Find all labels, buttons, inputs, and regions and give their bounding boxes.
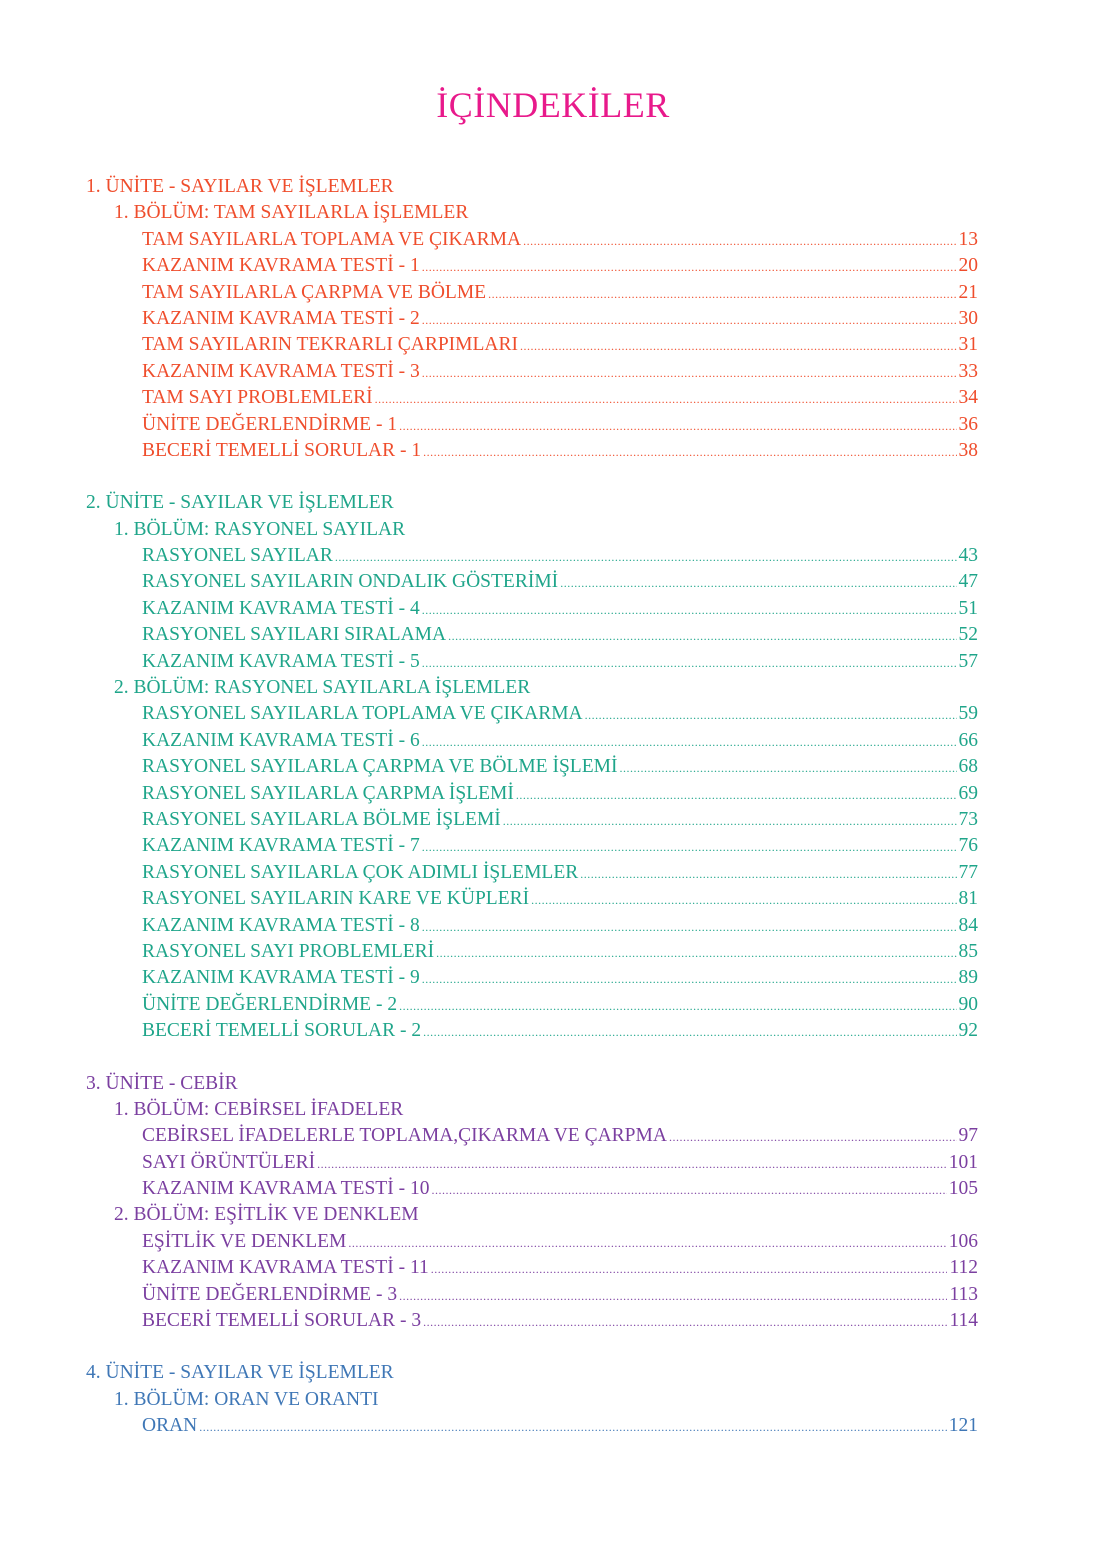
toc-entry-label: RASYONEL SAYILARLA ÇARPMA İŞLEMİ: [142, 782, 514, 804]
toc-entry[interactable]: [142, 1176, 978, 1202]
toc-entry-page-number: 57: [958, 650, 978, 672]
toc-entry-page-number: 20: [958, 255, 978, 277]
toc-entry-page-number: 34: [958, 387, 978, 409]
toc-entry[interactable]: [142, 965, 978, 991]
toc-entry-page-number: 73: [958, 808, 978, 830]
toc-entry-label: EŞİTLİK VE DENKLEM: [142, 1230, 347, 1252]
toc-entry-page-number: 21: [958, 281, 978, 303]
toc-entry-page-number: 112: [949, 1257, 978, 1279]
unit-heading: 3. ÜNİTE - CEBİR: [86, 1072, 238, 1094]
toc-entry-label: ÜNİTE DEĞERLENDİRME - 2: [142, 993, 398, 1015]
toc-entry-page-number: 77: [958, 861, 978, 883]
toc-entry[interactable]: [142, 1123, 978, 1149]
toc-entry-label: TAM SAYILARLA TOPLAMA VE ÇIKARMA: [142, 228, 522, 250]
toc-entry-page-number: 38: [958, 439, 978, 461]
toc-entry-page-number: 106: [948, 1230, 978, 1252]
toc-entry-label: KAZANIM KAVRAMA TESTİ - 11: [142, 1257, 429, 1279]
dot-leader: [422, 834, 957, 859]
dot-leader: [422, 650, 957, 675]
toc-entry-label: TAM SAYILARLA ÇARPMA VE BÖLME: [142, 281, 487, 303]
toc-entry-label: ORAN: [142, 1415, 198, 1437]
dot-leader: [348, 1230, 946, 1255]
section-heading: 1. BÖLÜM: TAM SAYILARLA İŞLEMLER: [114, 202, 469, 224]
toc-entry-label: BECERİ TEMELLİ SORULAR - 2: [142, 1020, 422, 1042]
toc-entry-label: ÜNİTE DEĞERLENDİRME - 3: [142, 1283, 398, 1305]
toc-entry-label: SAYI ÖRÜNTÜLERİ: [142, 1151, 316, 1173]
toc-entry[interactable]: [142, 649, 978, 675]
dot-leader: [422, 307, 957, 332]
dot-leader: [580, 861, 956, 886]
unit-block: [0, 490, 1106, 1044]
unit-heading: 2. ÜNİTE - SAYILAR VE İŞLEMLER: [86, 492, 394, 514]
toc-entry-label: RASYONEL SAYILARLA ÇARPMA VE BÖLME İŞLEMİ: [142, 756, 618, 778]
toc-entry[interactable]: [142, 569, 978, 595]
dot-leader: [520, 333, 956, 358]
toc-entry-label: RASYONEL SAYILARIN ONDALIK GÖSTERİMİ: [142, 571, 559, 593]
toc-entry[interactable]: [142, 1255, 978, 1281]
toc-entry[interactable]: [142, 438, 978, 464]
toc-entry-label: CEBİRSEL İFADELERLE TOPLAMA,ÇIKARMA VE ÇARPMA: [142, 1125, 667, 1147]
toc-entry-label: RASYONEL SAYILARIN KARE VE KÜPLERİ: [142, 888, 530, 910]
unit-block: [0, 174, 1106, 464]
toc-entry-page-number: 101: [948, 1151, 978, 1173]
toc-entry-page-number: 31: [958, 334, 978, 356]
dot-leader: [335, 544, 957, 569]
toc-entry[interactable]: [142, 781, 978, 807]
toc-entry[interactable]: [142, 1413, 978, 1439]
dot-leader: [199, 1414, 946, 1439]
dot-leader: [422, 729, 957, 754]
toc-entry-page-number: 90: [958, 993, 978, 1015]
toc-entry-label: KAZANIM KAVRAMA TESTİ - 6: [142, 729, 420, 751]
toc-entry[interactable]: [142, 913, 978, 939]
toc-entry-page-number: 84: [958, 914, 978, 936]
toc-entry[interactable]: [142, 280, 978, 306]
toc-entry-label: TAM SAYILARIN TEKRARLI ÇARPIMLARI: [142, 334, 519, 356]
toc-entry-page-number: 43: [958, 545, 978, 567]
toc-entry-label: RASYONEL SAYI PROBLEMLERİ: [142, 940, 435, 962]
toc-entry[interactable]: [142, 622, 978, 648]
dot-leader: [399, 413, 956, 438]
unit-heading: 4. ÜNİTE - SAYILAR VE İŞLEMLER: [86, 1362, 394, 1384]
toc-entry-page-number: 114: [949, 1310, 978, 1332]
dot-leader: [523, 228, 956, 253]
toc-entry[interactable]: [142, 543, 978, 569]
dot-leader: [422, 914, 957, 939]
toc-entry-page-number: 30: [958, 307, 978, 329]
toc-entry-label: RASYONEL SAYILARLA BÖLME İŞLEMİ: [142, 808, 501, 830]
dot-leader: [423, 439, 956, 464]
dot-leader: [431, 1177, 946, 1202]
dot-leader: [317, 1151, 947, 1176]
toc-entry-page-number: 33: [958, 360, 978, 382]
toc-entry[interactable]: [142, 1018, 978, 1044]
toc-entry-page-number: 105: [948, 1178, 978, 1200]
unit-heading: 1. ÜNİTE - SAYILAR VE İŞLEMLER: [86, 176, 394, 197]
toc-entry-label: KAZANIM KAVRAMA TESTİ - 2: [142, 307, 420, 329]
dot-leader: [422, 597, 957, 622]
toc-entry-page-number: 81: [958, 888, 978, 910]
toc-entry-page-number: 92: [958, 1020, 978, 1042]
toc-entry-page-number: 85: [958, 940, 978, 962]
section-heading: 1. BÖLÜM: CEBİRSEL İFADELER: [114, 1098, 404, 1120]
dot-leader: [375, 386, 957, 411]
toc-entry[interactable]: [142, 385, 978, 411]
toc-entry[interactable]: [142, 359, 978, 385]
toc-entry-page-number: 66: [958, 729, 978, 751]
toc-entry-page-number: 89: [958, 967, 978, 989]
toc-entry-label: RASYONEL SAYILARI SIRALAMA: [142, 624, 447, 646]
toc-entry-page-number: 52: [958, 624, 978, 646]
dot-leader: [531, 887, 956, 912]
unit-block: [0, 1071, 1106, 1335]
toc-entry-label: RASYONEL SAYILARLA TOPLAMA VE ÇIKARMA: [142, 703, 583, 725]
toc-entry-page-number: 76: [958, 835, 978, 857]
toc-entry-label: RASYONEL SAYILARLA ÇOK ADIMLI İŞLEMLER: [142, 861, 579, 883]
toc-entry-page-number: 97: [958, 1125, 978, 1147]
toc-entry[interactable]: [142, 1282, 978, 1308]
toc-entry-label: BECERİ TEMELLİ SORULAR - 1: [142, 439, 422, 461]
toc-entry[interactable]: [142, 596, 978, 622]
section-heading: 2. BÖLÜM: EŞİTLİK VE DENKLEM: [114, 1204, 419, 1226]
toc-entry[interactable]: [142, 1308, 978, 1334]
toc-entry[interactable]: [142, 886, 978, 912]
toc-entry[interactable]: [142, 306, 978, 332]
toc-entry-page-number: 113: [949, 1283, 978, 1305]
toc-entry[interactable]: [142, 701, 978, 727]
dot-leader: [669, 1124, 957, 1149]
toc-entry-page-number: 51: [958, 597, 978, 619]
toc-entry-label: KAZANIM KAVRAMA TESTİ - 5: [142, 650, 420, 672]
dot-leader: [436, 940, 956, 965]
toc-entry-page-number: 68: [958, 756, 978, 778]
toc-entry-page-number: 47: [958, 571, 978, 593]
dot-leader: [488, 281, 956, 306]
toc-entry-label: KAZANIM KAVRAMA TESTİ - 1: [142, 255, 420, 277]
toc-entry[interactable]: [142, 992, 978, 1018]
toc-entry[interactable]: [142, 332, 978, 358]
section-heading: 2. BÖLÜM: RASYONEL SAYILARLA İŞLEMLER: [114, 677, 531, 699]
toc-entry-label: BECERİ TEMELLİ SORULAR - 3: [142, 1310, 422, 1332]
toc-entry-label: KAZANIM KAVRAMA TESTİ - 9: [142, 967, 420, 989]
dot-leader: [399, 993, 956, 1018]
toc-entry-page-number: 59: [958, 703, 978, 725]
dot-leader: [423, 1019, 956, 1044]
dot-leader: [422, 966, 957, 991]
dot-leader: [516, 782, 957, 807]
toc-entry[interactable]: [142, 860, 978, 886]
toc-entry-label: RASYONEL SAYILAR: [142, 545, 333, 567]
unit-block: [0, 1360, 1106, 1439]
toc-entry[interactable]: [142, 253, 978, 279]
toc-entry-page-number: 13: [958, 228, 978, 250]
toc-entry[interactable]: [142, 227, 978, 253]
toc-entry-label: TAM SAYI PROBLEMLERİ: [142, 387, 373, 409]
toc-entry[interactable]: [142, 412, 978, 438]
dot-leader: [423, 1309, 947, 1334]
toc-entry[interactable]: [142, 754, 978, 780]
toc-entry-page-number: 121: [948, 1415, 978, 1437]
page-title: İÇİNDEKİLER: [436, 85, 670, 125]
dot-leader: [422, 360, 957, 385]
toc-entry[interactable]: [142, 833, 978, 859]
toc-entry-label: ÜNİTE DEĞERLENDİRME - 1: [142, 413, 398, 435]
dot-leader: [619, 755, 956, 780]
toc-entry-label: KAZANIM KAVRAMA TESTİ - 4: [142, 597, 420, 619]
toc-entry[interactable]: [142, 1150, 978, 1176]
dot-leader: [560, 570, 956, 595]
dot-leader: [448, 623, 956, 648]
dot-leader: [399, 1283, 947, 1308]
dot-leader: [503, 808, 957, 833]
toc-entry[interactable]: [142, 939, 978, 965]
toc-entry[interactable]: [142, 728, 978, 754]
dot-leader: [431, 1256, 948, 1281]
section-heading: 1. BÖLÜM: ORAN VE ORANTI: [114, 1388, 379, 1410]
dot-leader: [585, 702, 957, 727]
toc-entry-page-number: 36: [958, 413, 978, 435]
toc-entry[interactable]: [142, 1229, 978, 1255]
toc-entry[interactable]: [142, 807, 978, 833]
toc-entry-label: KAZANIM KAVRAMA TESTİ - 8: [142, 914, 420, 936]
dot-leader: [422, 254, 957, 279]
toc-entry-page-number: 69: [958, 782, 978, 804]
table-of-contents: [0, 174, 1106, 1466]
toc-entry-label: KAZANIM KAVRAMA TESTİ - 10: [142, 1178, 430, 1200]
toc-entry-label: KAZANIM KAVRAMA TESTİ - 3: [142, 360, 420, 382]
section-heading: 1. BÖLÜM: RASYONEL SAYILAR: [114, 518, 406, 540]
toc-entry-label: KAZANIM KAVRAMA TESTİ - 7: [142, 835, 420, 857]
